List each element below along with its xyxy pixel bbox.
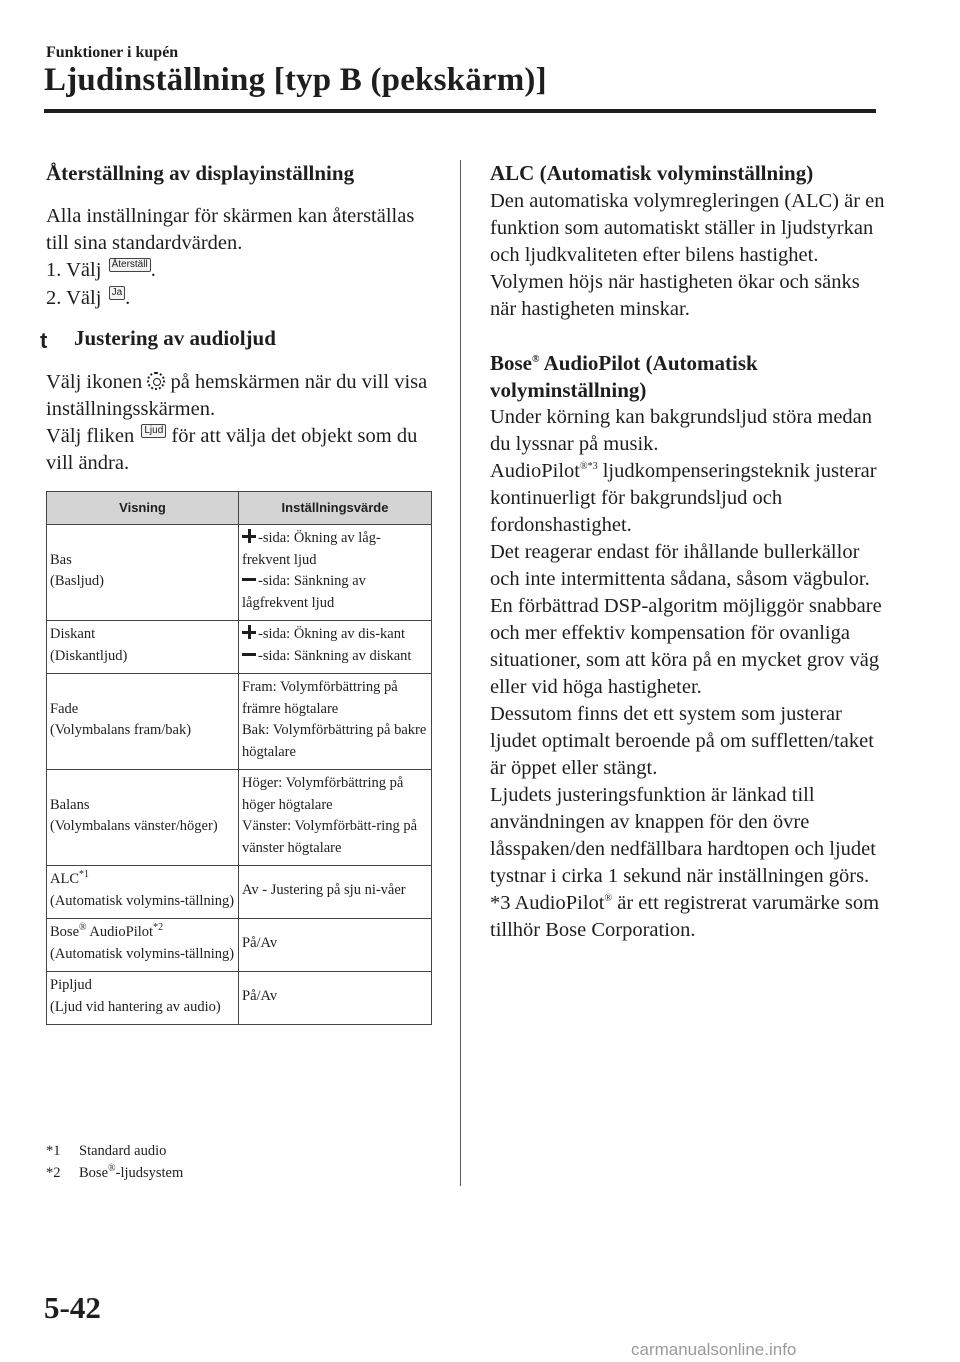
display-desc: (Volymbalans vänster/höger) <box>50 818 218 834</box>
display-desc: (Basljud) <box>50 573 104 589</box>
value-text: På/Av <box>242 934 278 951</box>
display-desc: (Volymbalans fram/bak) <box>50 722 192 738</box>
display-name: Fade <box>50 700 79 717</box>
display-name: ALC <box>50 871 79 887</box>
text: för att välja det objekt som du vill ändra. <box>46 425 418 474</box>
paragraph: Under körning kan bakgrundsljud störa medan du lyssnar på musik. <box>490 406 873 455</box>
text: Välj ikonen <box>46 371 143 393</box>
registered-mark: ® <box>79 922 87 934</box>
paragraph: En förbättrad DSP-algoritm möjliggör snabbare och mer effektiv kompensation för ovanliga situationer, som att köra på en mycket grov väg eller vid höga hastigheter. <box>490 595 882 698</box>
table-row <box>47 621 432 674</box>
display-cell <box>47 919 239 972</box>
value-text: På/Av <box>242 987 278 1004</box>
footnote-mark: *2 <box>153 922 164 934</box>
footnote-text: Bose <box>79 1165 108 1181</box>
period: . <box>150 259 156 281</box>
step-2 <box>46 285 130 312</box>
display-cell <box>47 525 239 621</box>
registered-mark: ®*3 <box>580 461 598 473</box>
reset-intro-text: Alla inställningar för skärmen kan återställas till sina standardvärden. <box>46 205 415 254</box>
display-name: AudioPilot <box>86 924 154 940</box>
minus-icon <box>242 647 256 661</box>
display-desc: (Ljud vid hantering av audio) <box>50 998 221 1015</box>
plus-text: -sida: Ökning av dis-kant <box>258 626 405 642</box>
table-row <box>47 770 432 866</box>
value-cell <box>239 866 432 919</box>
footnote-1 <box>46 1143 166 1160</box>
text: AudioPilot <box>490 460 580 482</box>
column-divider <box>460 160 461 1186</box>
title-rule <box>44 109 876 113</box>
display-cell <box>47 674 239 770</box>
plus-text: -sida: Ökning av låg-frekvent ljud <box>242 530 381 568</box>
display-desc: (Automatisk volymins-tällning) <box>50 892 235 909</box>
value-text: Fram: Volymförbättring på främre högtalare <box>242 679 398 717</box>
paragraph <box>490 890 890 944</box>
heading-text: Bose <box>490 351 532 375</box>
text: är ett registrerat varumärke som tillhör Bose Corporation. <box>490 892 880 941</box>
paragraph: Ljudets justeringsfunktion är länkad till användningen av knappen för den övre låsspaken/den nedfällbara hardtopen och ljudet tystnar i cirka 1 sekund när inställningen görs. <box>490 784 876 887</box>
page-number: 5-42 <box>44 1290 101 1325</box>
header-display: Visning <box>47 492 239 525</box>
display-cell <box>47 866 239 919</box>
display-cell <box>47 972 239 1025</box>
audiopilot-text <box>490 404 890 944</box>
value-text: Vänster: Volymförbätt-ring på vänster högtalare <box>242 818 418 856</box>
minus-text: -sida: Sänkning av lågfrekvent ljud <box>242 573 366 611</box>
footnote-text: -ljudsystem <box>115 1165 184 1181</box>
value-cell <box>239 621 432 674</box>
registered-mark: ® <box>532 354 540 365</box>
step-1-text: 1. Välj <box>46 259 102 281</box>
footnote-text: Standard audio <box>79 1143 167 1159</box>
plus-icon <box>242 529 256 543</box>
plus-icon <box>242 625 256 639</box>
text: Välj fliken <box>46 425 135 447</box>
alc-text: Den automatiska volymregleringen (ALC) är en funktion som automatiskt ställer in ljudstyrkan och ljudkvaliteten efter bilens hastighet. Volymen höjs när hastigheten ökar och sänks när hastigheten minskar. <box>490 190 885 320</box>
display-name: Bas <box>50 551 72 568</box>
value-cell <box>239 972 432 1025</box>
display-name: Diskant <box>50 626 96 642</box>
audiopilot-heading <box>490 350 880 404</box>
table-row <box>47 525 432 621</box>
heading-text: AudioPilot (Automatisk volyminställning) <box>490 351 758 402</box>
audio-adjust-heading: Justering av audioljud <box>74 326 276 350</box>
text: på hemskärmen när du vill visa inställningsskärmen. <box>46 371 428 420</box>
footnote-mark: *1 <box>79 869 89 881</box>
registered-mark: ® <box>604 893 613 905</box>
table-header-row <box>47 492 432 525</box>
registered-mark: ® <box>108 1163 116 1175</box>
audio-settings-table <box>46 491 432 1025</box>
minus-icon <box>242 572 256 586</box>
display-name: Balans <box>50 796 90 813</box>
table-row <box>47 866 432 919</box>
page-title: Ljudinställning [typ B (pekskärm)] <box>44 62 547 98</box>
sound-tab-button[interactable]: Ljud <box>141 424 166 438</box>
value-text: Bak: Volymförbättring på bakre högtalare <box>242 722 427 760</box>
settings-gear-icon[interactable] <box>147 372 165 390</box>
paragraph: Dessutom finns det ett system som justerar ljudet optimalt beroende på om suffletten/taket är öppet eller stängt. <box>490 703 874 779</box>
value-cell <box>239 919 432 972</box>
reset-button[interactable]: Återställ <box>109 258 151 272</box>
period: . <box>125 287 131 309</box>
footnote-mark: *1 <box>46 1143 61 1159</box>
table-row <box>47 919 432 972</box>
value-text: Av - Justering på sju ni-våer <box>242 881 406 898</box>
section-marker: t <box>40 328 48 353</box>
value-cell <box>239 525 432 621</box>
value-text: Höger: Volymförbättring på höger högtalare <box>242 775 404 813</box>
footnote-2 <box>46 1165 183 1182</box>
display-desc: (Automatisk volymins-tällning) <box>50 945 235 962</box>
display-name: Bose <box>50 924 79 940</box>
paragraph: Det reagerar endast för ihållande bullerkällor och inte intermittenta sådana, såsom vägbulor. <box>490 541 870 590</box>
table-row <box>47 972 432 1025</box>
step-1 <box>46 257 156 284</box>
yes-button[interactable]: Ja <box>109 286 126 300</box>
minus-text: -sida: Sänkning av diskant <box>258 647 412 664</box>
value-cell <box>239 674 432 770</box>
watermark: carmanualsonline.info <box>631 1340 797 1359</box>
reset-display-heading: Återställning av displayinställning <box>46 161 355 185</box>
section-label: Funktioner i kupén <box>46 44 179 61</box>
value-cell <box>239 770 432 866</box>
text: *3 AudioPilot <box>490 892 605 914</box>
alc-heading: ALC (Automatisk volyminställning) <box>490 161 814 185</box>
display-name: Pipljud <box>50 977 92 993</box>
display-cell <box>47 621 239 674</box>
footnote-mark: *2 <box>46 1165 61 1181</box>
paragraph <box>490 458 890 539</box>
step-2-text: 2. Välj <box>46 287 102 309</box>
text: ljudkompenseringsteknik justerar kontinuerligt för bakgrundsljud och fordonshastighet. <box>490 460 877 536</box>
table-row <box>47 674 432 770</box>
header-setting-value: Inställningsvärde <box>239 492 432 525</box>
display-desc: (Diskantljud) <box>50 647 128 664</box>
display-cell <box>47 770 239 866</box>
audio-adjust-text <box>46 369 446 477</box>
